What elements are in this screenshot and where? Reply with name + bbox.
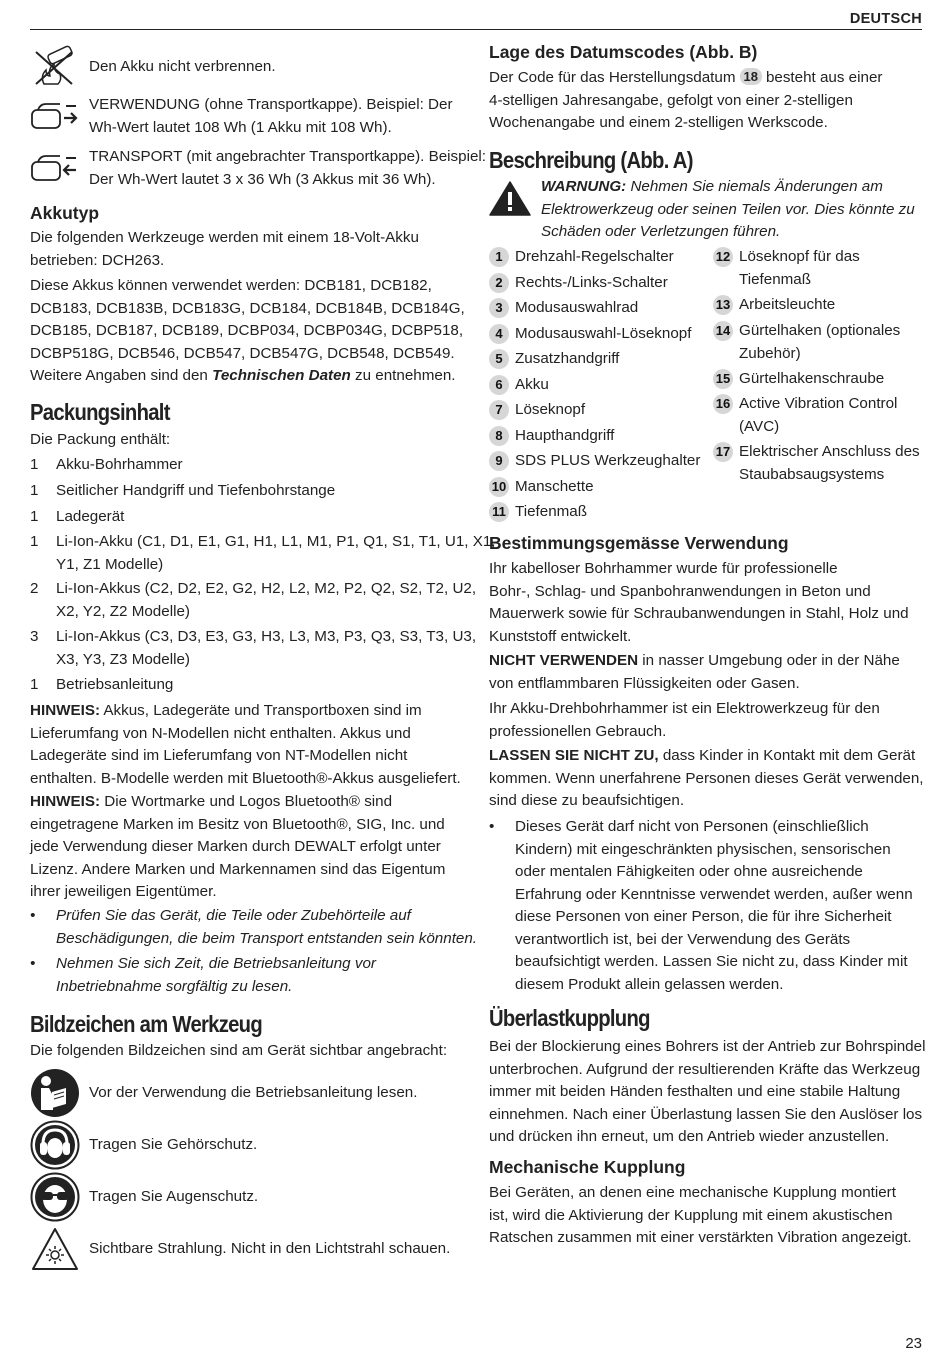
text-line: Lieferumfang von N-Modellen nicht enthalten. Akkus und [30,724,411,742]
bestimmung-paragraph-1 [489,558,909,648]
part-label: Modusauswahlrad [515,299,639,316]
text-line: sind diese zu beaufsichtigen. [489,792,685,809]
language-label: DEUTSCH [849,11,922,27]
item-quantity: 1 [30,482,39,499]
warning-text [541,176,915,244]
symbol-text: Vor der Verwendung die Betriebsanleitung lesen. [89,1084,418,1101]
item-text: Li-Ion-Akkus (C3, D3, E3, G3, H3, L3, M3, P3, Q3, S3, T3, U3, [56,628,477,645]
part-label: Arbeitsleuchte [739,296,836,313]
part-number: 1 [489,247,509,267]
part-number: 8 [489,426,509,446]
bullet-text: diese Personen von einer Person, die für ihre Sicherheit [515,908,892,925]
text-run: Weitere Angaben sind den [30,367,213,384]
text-line: kommen. Wenn unerfahrene Personen dieses Gerät verwenden, [489,769,924,787]
part-number: 3 [489,298,509,318]
part-label: Manschette [515,478,594,495]
list-item [30,626,477,672]
hinweis-2 [30,791,445,904]
bestimmung-paragraph-4 [489,745,924,813]
item-quantity: 1 [30,533,39,550]
text-line: Ihr Akku-Drehbohrhammer ist ein Elektrowerkzeug für den [489,700,880,717]
read-manual-icon [30,1068,80,1118]
bullet-text: Beschädigungen, die beim Transport entstanden sein könnten. [56,930,478,947]
symbol-text: Den Akku nicht verbrennen. [89,58,276,75]
bullet-text: beaufsichtigt werden. Lassen Sie nicht zu, dass Kinder mit [515,953,908,970]
emphasis-label: NICHT VERWENDEN [489,652,639,669]
text-run: Nehmen Sie niemals Änderungen am [626,178,883,195]
text-run: besteht aus einer [761,69,883,86]
symbol-text: Sichtbare Strahlung. Nicht in den Lichtstrahl schauen. [89,1240,451,1257]
item-quantity: 3 [30,628,39,645]
bullet-text: Kindern) mit eingeschränkten physischen, sensorischen [515,840,891,858]
list-item [30,674,470,696]
page-number: 23 [905,1335,922,1352]
item-text: Ladegerät [56,508,125,525]
text-line: Kunststoff entwickelt. [489,627,632,645]
list-item [30,454,470,476]
hearing-protection-icon [30,1120,80,1170]
akkutyp-paragraph-2 [30,275,465,365]
list-item [30,480,470,502]
part-number: 4 [489,324,509,344]
part-number: 13 [713,295,733,315]
bullet-text: Erfahrung oder Kenntnisse verwendet werden, außer wenn [515,885,913,903]
text-line: einnehmen. Nach einer Überlastung lassen Sie den Auslöser los [489,1105,923,1123]
text-line: DCB183, DCB183B, DCB183G, DCB184, DCB184B, DCB184G, [30,299,465,317]
part-label: Tiefenmaß [515,503,588,520]
text-line: Mauerwerk sowie für Schraubanwendungen in Stahl, Holz und [489,605,909,622]
warning-label: WARNUNG: [541,178,627,195]
bullet-text: Dieses Gerät darf nicht von Personen (einschließlich [515,818,869,835]
bullet-item [30,953,470,999]
text-run: in nasser Umgebung oder in der Nähe [638,652,900,669]
ueberlastkupplung-heading: Überlastkupplung [489,1005,650,1031]
item-text: X3, Y3, Z3 Modelle) [56,651,190,668]
page-header [30,7,922,30]
bullet-icon: • [489,818,495,835]
text-line: ihrer jeweiligen Eigentümer. [30,883,217,900]
part-number: 15 [713,369,733,389]
text-line: von entflammbaren Flüssigkeiten oder Gasen. [489,674,800,692]
part-label: Rechts-/Links-Schalter [515,274,668,291]
text-line: Die folgenden Werkzeuge werden mit einem 18-Volt-Akku [30,229,419,246]
list-item [30,506,470,528]
part-number: 9 [489,451,509,471]
item-text: Y1, Z1 Modelle) [56,556,164,573]
mechanisch-paragraph [489,1182,912,1250]
eye-protection-icon [30,1172,80,1222]
mechanische-kupplung-heading: Mechanische Kupplung [489,1157,686,1177]
text-run: Der Code für das Herstellungsdatum [489,69,740,86]
no-fire-icon [30,44,78,90]
part-number: 7 [489,400,509,420]
bullet-text: Nehmen Sie sich Zeit, die Betriebsanleitung vor [56,955,376,972]
part-number: 12 [713,247,733,267]
akkutyp-heading: Akkutyp [30,203,100,223]
part-number: 6 [489,375,509,395]
text-line: DCB185, DCB187, DCB189, DCBP034, DCBP034G, DCBP518, [30,322,464,339]
technical-data-reference: Technischen Daten [212,367,351,384]
item-text: Betriebsanleitung [56,676,174,693]
text-line: DCBP518G, DCB546, DCB547, DCB547G, DCB548, DCB549. [30,344,455,362]
part-number: 10 [489,477,509,497]
item-text: Seitlicher Handgriff und Tiefenbohrstange [56,482,336,499]
part-label: Staubabsaugsystems [739,466,885,483]
part-label: Akku [515,376,549,393]
text-run: Die Wortmarke und Logos Bluetooth® sind [100,793,393,810]
bullet-icon: • [30,955,36,972]
akkutyp-paragraph-1 [30,227,419,272]
item-text: Li-Ion-Akkus (C2, D2, E2, G2, H2, L2, M2, P2, Q2, S2, T2, U2, [56,580,477,597]
symbol-text-line2: Wh-Wert lautet 108 Wh (1 Akku mit 108 Wh). [89,119,392,136]
part-number: 11 [489,502,509,522]
part-label: Active Vibration Control [739,395,898,412]
text-line: Ratschen zusammen mit einer verstärkten Vibration angezeigt. [489,1229,912,1246]
item-text: Li-Ion-Akku (C1, D1, E1, G1, H1, L1, M1, P1, Q1, S1, T1, U1, X1, [56,533,496,550]
text-line: jede Verwendung dieser Marken durch DEWALT erfolgt unter [30,838,441,855]
text-line: Diese Akkus können verwendet werden: DCB181, DCB182, [30,277,432,294]
item-quantity: 1 [30,508,39,525]
item-text: Akku-Bohrhammer [56,456,183,473]
text-line: unterbrochen. Aufgrund der resultierenden Kräfte das Werkzeug [489,1060,921,1078]
battery-use-icon [30,100,80,132]
warning-triangle-icon [489,181,531,217]
part-label: Haupthandgriff [515,427,615,444]
bullet-text: Inbetriebnahme sorgfältig zu lesen. [56,978,293,995]
callout-number-badge: 18 [740,68,762,85]
list-item [30,578,477,624]
part-number: 17 [713,442,733,462]
text-line: Bei der Blockierung eines Bohrers ist der Antrieb zur Bohrspindel [489,1038,926,1055]
part-label: Tiefenmaß [739,271,812,288]
part-label: SDS PLUS Werkzeughalter [515,452,701,469]
part-number: 14 [713,321,733,341]
item-text: X2, Y2, Z2 Modelle) [56,603,190,620]
text-run: Akkus, Ladegeräte und Transportboxen sind im [100,702,422,719]
part-label: Zusatzhandgriff [515,350,620,367]
text-line: und drücken ihn erneut, um den Antrieb wieder anzustellen. [489,1128,890,1145]
note-label: HINWEIS: [30,793,101,810]
beschreibung-heading: Beschreibung (Abb. A) [489,147,693,173]
text-line: professionellen Gebrauch. [489,722,667,740]
akkutyp-paragraph-3 [30,365,456,388]
bestimmung-paragraph-2 [489,650,900,695]
bildzeichen-heading: Bildzeichen am Werkzeug [30,1011,263,1037]
text-line: ist, wird die Aktivierung der Kupplung mit einem akustischen [489,1206,893,1224]
part-label: Elektrischer Anschluss des [739,443,920,460]
part-label: Modusauswahl-Löseknopf [515,325,692,342]
bullet-text: oder mentalen Fähigkeiten oder ohne ausreichende [515,863,863,880]
ueberlast-paragraph [489,1036,925,1149]
text-line: Elektrowerkzeug oder seinen Teilen vor. Dies könnte zu [541,200,915,218]
symbol-text-line1: TRANSPORT (mit angebrachter Transportkappe). Beispiel: [89,148,487,165]
text-run: dass Kinder in Kontakt mit dem Gerät [658,747,916,764]
text-line: betrieben: DCH263. [30,251,165,269]
part-number: 5 [489,349,509,369]
part-label: (AVC) [739,418,780,435]
part-label: Drehzahl-Regelschalter [515,248,674,265]
text-line: Schäden oder Verletzungen führen. [541,223,781,240]
part-label: Gürtelhaken (optionales [739,322,901,339]
packungsinhalt-heading: Packungsinhalt [30,399,170,425]
part-label: Löseknopf für das [739,248,860,265]
battery-transport-icon [30,152,80,184]
text-line: immer mit beiden Händen festhalten und eine stabile Haltung [489,1083,901,1100]
part-number: 16 [713,394,733,414]
text-line: Ladegeräte sind im Lieferumfang von NT-Modellen nicht [30,747,408,764]
symbol-text-line1: VERWENDUNG (ohne Transportkappe). Beispiel: Der [89,96,453,113]
text-line: 4-stelligen Jahresangabe, gefolgt von einer 2-stelligen [489,91,853,109]
bestimmung-paragraph-3 [489,698,880,743]
bestimmung-heading: Bestimmungsgemässe Verwendung [489,533,789,553]
text-line: Wochenangabe und einem 2-stelligen Werkscode. [489,114,828,131]
symbol-text-line2: Der Wh-Wert lautet 3 x 36 Wh (3 Akkus mit 36 Wh). [89,171,436,188]
part-number: 2 [489,273,509,293]
item-quantity: 2 [30,580,39,597]
item-quantity: 1 [30,456,39,473]
text-line: Bohr-, Schlag- und Spanbohranwendungen in Beton und [489,582,871,600]
hinweis-1 [30,700,461,790]
bullet-item [489,816,921,996]
emphasis-label: LASSEN SIE NICHT ZU, [489,747,659,764]
item-quantity: 1 [30,676,39,693]
bullet-text: Prüfen Sie das Gerät, die Teile oder Zubehörteile auf [56,907,411,924]
packung-intro: Die Packung enthält: [30,431,171,448]
radiation-warning-icon [30,1226,80,1272]
part-label: Löseknopf [515,401,586,418]
text-line: Lizenz. Andere Marken und Markennamen sind das Eigentum [30,860,446,878]
text-line: Ihr kabelloser Bohrhammer wurde für professionelle [489,560,838,577]
list-item [30,531,496,577]
note-label: HINWEIS: [30,702,101,719]
text-line: enthalten. B-Modelle werden mit Bluetooth®-Akkus ausgeliefert. [30,769,461,787]
bullet-item [30,905,478,951]
datumscode-heading: Lage des Datumscodes (Abb. B) [489,42,758,62]
text-run: zu entnehmen. [350,367,456,384]
datumscode-paragraph [489,67,882,135]
bullet-icon: • [30,907,36,924]
part-label: Zubehör) [739,345,801,362]
bildzeichen-intro: Die folgenden Bildzeichen sind am Gerät sichtbar angebracht: [30,1042,448,1059]
bullet-text: verantwortlich ist, bei der Verwendung des Geräts [515,930,851,948]
text-line: Bei Geräten, an denen eine mechanische Kupplung montiert [489,1184,896,1201]
symbol-text: Tragen Sie Gehörschutz. [89,1136,258,1153]
part-label: Gürtelhakenschraube [739,370,885,387]
text-line: eingetragene Marken im Besitz von Bluetooth®, SIG, Inc. und [30,815,445,833]
bullet-text: diesem Produkt allein gelassen werden. [515,975,784,993]
symbol-text: Tragen Sie Augenschutz. [89,1188,259,1205]
